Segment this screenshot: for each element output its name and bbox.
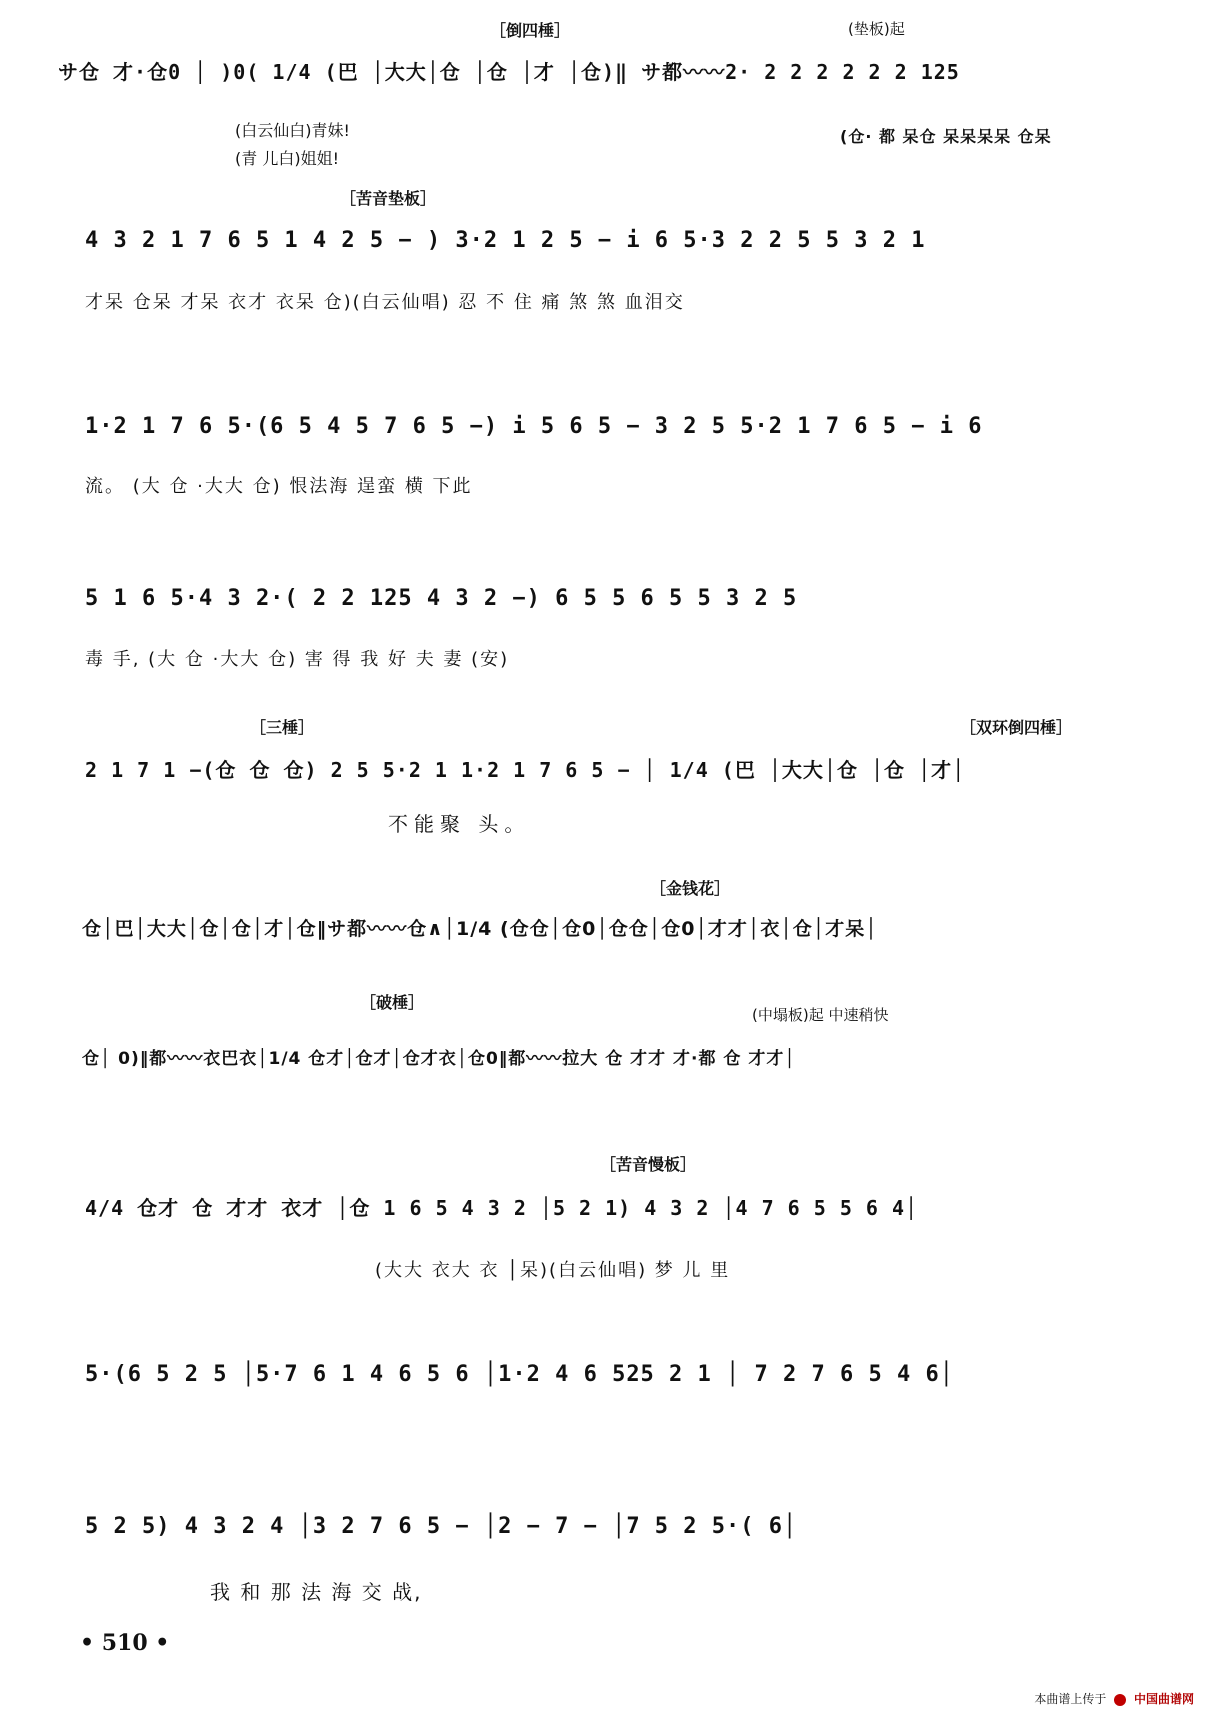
- lyric-line: 流。 (大 仓 ·大大 仓) 恨法海 逞蛮 横 下此: [85, 476, 473, 497]
- page-number: • 510 •: [80, 1630, 170, 1656]
- notation-line: 1·2 1 7 6 5·(6 5 4 5 7 6 5 −) i 5 6 5 − 3 2 5 5·2 1 7 6 5 − i 6: [85, 414, 983, 439]
- notation-line: 5 2 5) 4 3 2 4 │3 2 7 6 5 − │2 − 7 − │7 5 2 5·( 6│: [85, 1514, 798, 1539]
- notation-line: 4/4 仓才 仓 才才 衣才 │仓 1 6 5 4 3 2 │5 2 1) 4 3 2 │4 7 6 5 5 6 4│: [85, 1196, 919, 1220]
- lyric-line: 才呆 仓呆 才呆 衣才 衣呆 仓)(白云仙唱) 忍 不 住 痛 煞 煞 血泪交: [85, 292, 685, 313]
- lyric-line: 毒 手, (大 仓 ·大大 仓) 害 得 我 好 夫 妻 (安): [85, 649, 510, 670]
- section-mark-daosichui: ［倒四棰］: [490, 21, 571, 40]
- section-mark-shuanghuan: ［双环倒四棰］: [960, 718, 1073, 737]
- spoken-line-2: (青 儿白)姐姐!: [235, 149, 339, 168]
- site-logo-icon: [1114, 1694, 1126, 1706]
- lyric-line: (大大 衣大 衣 │呆)(白云仙唱) 梦 儿 里: [375, 1260, 731, 1281]
- section-mark-jinqianhua: ［金钱花］: [650, 879, 731, 898]
- notation-line: サ仓 才·仓0 │ )0( 1/4 (巴 │大大│仓 │仓 │才 │仓)‖ サ都〰〰2· 2 2 2 2 2 2 125: [58, 60, 960, 84]
- lyric-line: 不能聚 头。: [388, 812, 531, 836]
- section-mark-kuyin-manban: ［苦音慢板］: [600, 1155, 697, 1174]
- tempo-mark-dianban: (垫板)起: [848, 20, 905, 38]
- percussion-line: 仓│巴│大大│仓│仓│才│仓‖サ都〰〰仓∧│1/4 (仓仓│仓0│仓仓│仓0│才才│衣│仓│才呆│: [82, 918, 878, 940]
- footer-site-name[interactable]: 中国曲谱网: [1133, 1692, 1194, 1706]
- percussion-line: 仓│ 0)‖都〰〰衣巴衣│1/4 仓才│仓才│仓才衣│仓0‖都〰〰拉大 仓 才才 才·都 仓 才才│: [82, 1049, 796, 1069]
- spoken-line-1: (白云仙白)青妹!: [235, 121, 350, 140]
- notation-line: 5 1 6 5·4 3 2·( 2 2 125 4 3 2 −) 6 5 5 6 5 5 3 2 5: [85, 586, 798, 611]
- notation-line: 5·(6 5 2 5 │5·7 6 1 4 6 5 6 │1·2 4 6 525 2 1 │ 7 2 7 6 5 4 6│: [85, 1362, 954, 1387]
- tempo-mark-zhongta: (中塌板)起 中速稍快: [752, 1006, 889, 1024]
- footer-text: 本曲谱上传于: [1034, 1692, 1107, 1706]
- percussion-line: (仓· 都 呆仓 呆呆呆呆 仓呆: [840, 127, 1052, 146]
- footer-watermark: [1034, 1690, 1194, 1707]
- notation-line: 4 3 2 1 7 6 5 1 4 2 5 − ) 3·2 1 2 5 − i 6 5·3 2 2 5 5 3 2 1: [85, 228, 926, 253]
- notation-line: 2 1 7 1 −(仓 仓 仓) 2 5 5·2 1 1·2 1 7 6 5 − │ 1/4 (巴 │大大│仓 │仓 │才│: [85, 758, 966, 782]
- section-mark-sanchui: ［三棰］: [250, 718, 315, 737]
- lyric-line: 我 和 那 法 海 交 战,: [210, 1580, 423, 1604]
- section-mark-pochui: ［破棰］: [360, 993, 425, 1012]
- section-mark-kuyin-dianban: ［苦音垫板］: [340, 189, 437, 208]
